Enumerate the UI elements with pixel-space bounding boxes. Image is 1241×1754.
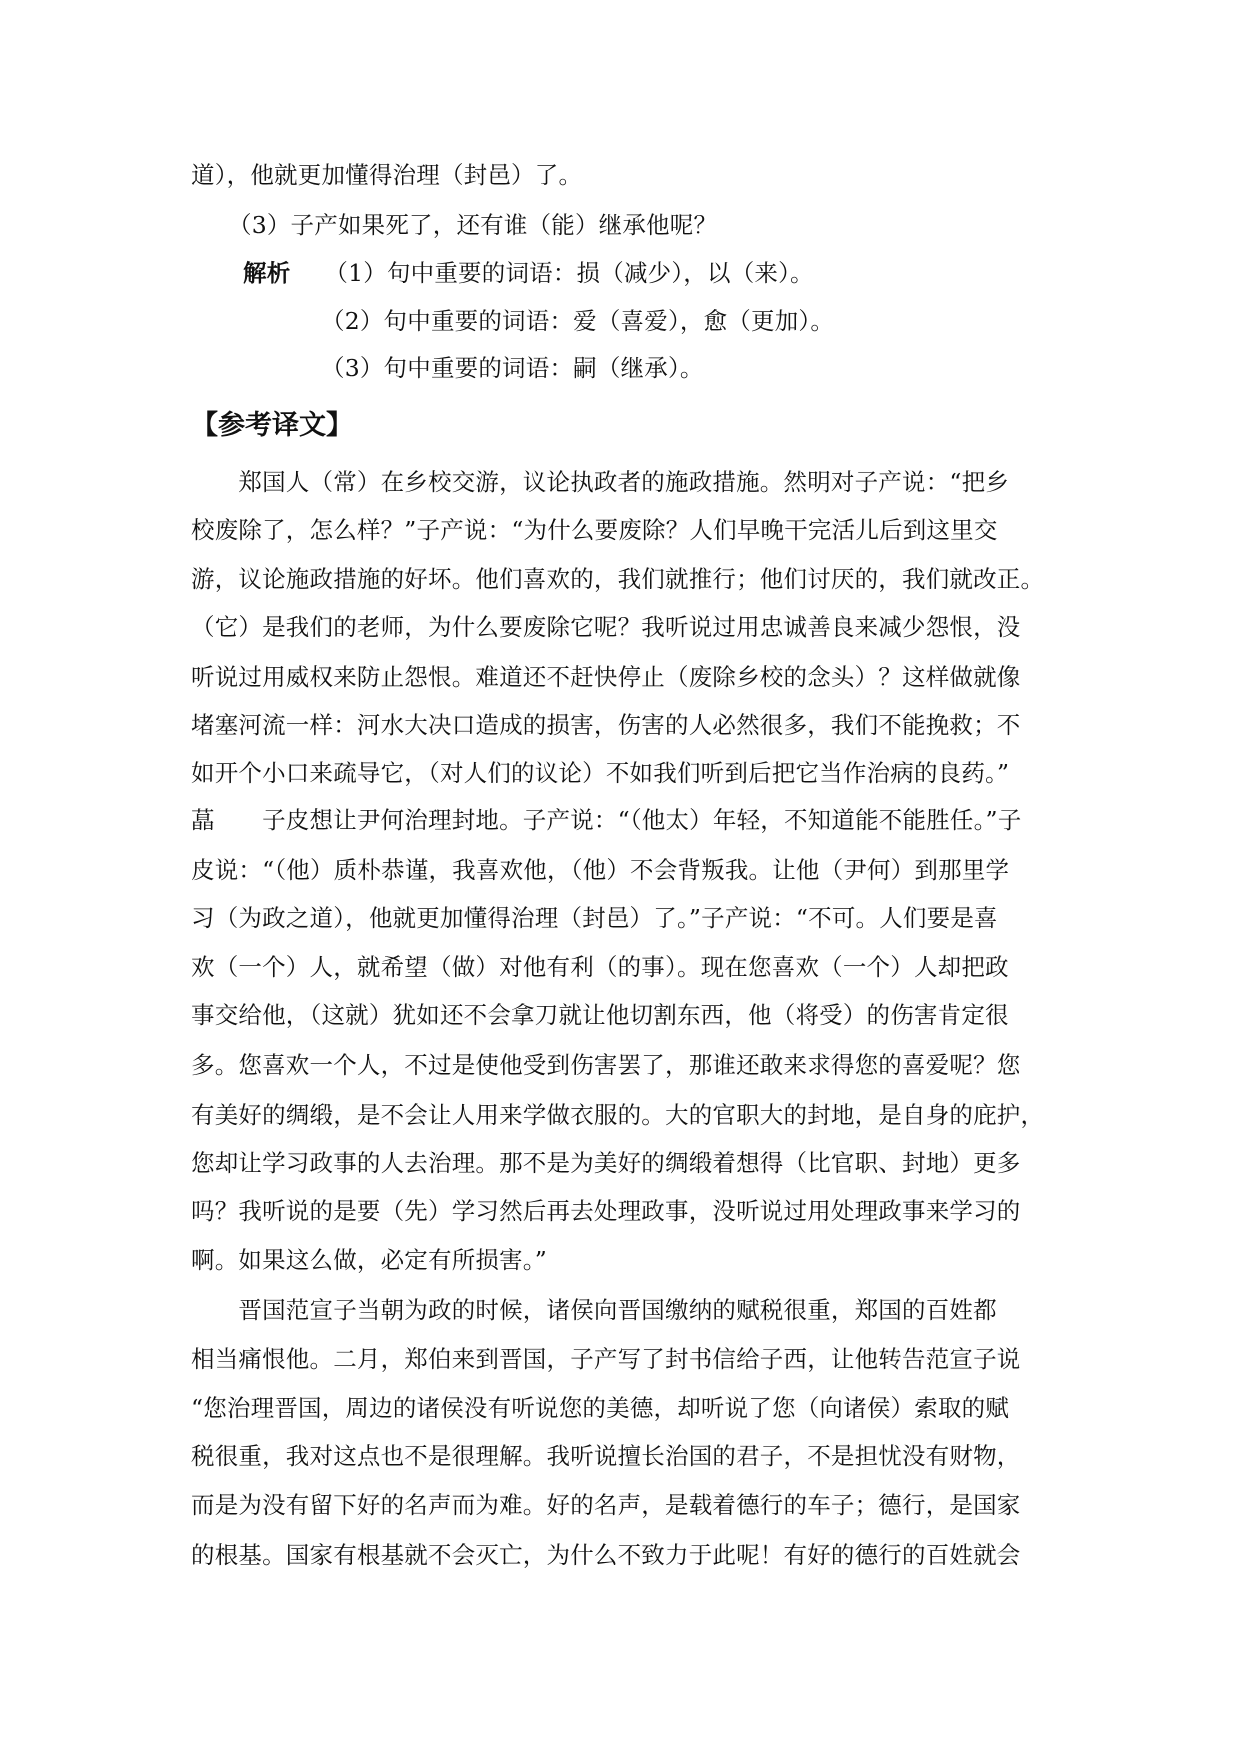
section-heading: 【参考译文】 — [191, 410, 353, 441]
translation-line: 晋国范宣子当朝为政的时候，诸侯向晋国缴纳的赋税很重，郑国的百姓都 — [191, 1296, 997, 1324]
translation-line: 欢（一个）人，就希望（做）对他有利（的事）。现在您喜欢（一个）人却把政 — [191, 953, 1009, 981]
translation-line: 皮说：“（他）质朴恭谨，我喜欢他，（他）不会背叛我。让他（尹何）到那里学 — [191, 856, 1010, 884]
translation-line: （它）是我们的老师，为什么要废除它呢？我听说过用忠诚善良来减少怨恨，没 — [191, 613, 1021, 641]
translation-line: 游，议论施政措施的好坏。他们喜欢的，我们就推行；他们讨厌的，我们就改正。 — [191, 565, 1045, 593]
translation-line: 堵塞河流一样：河水大决口造成的损害，伤害的人必然很多，我们不能挽救；不 — [191, 711, 1021, 739]
translation-line: 蕌 子皮想让尹何治理封地。子产说：“（他太）年轻，不知道能不能胜任。”子 — [191, 806, 1022, 834]
analysis-item-3: （3）句中重要的词语：嗣（继承）。 — [321, 354, 704, 382]
translation-line: 您却让学习政事的人去治理。那不是为美好的绸缎着想得（比官职、封地）更多 — [191, 1149, 1021, 1177]
translation-line: 啊。如果这么做，必定有所损害。” — [191, 1246, 547, 1274]
translation-line: 吗？我听说的是要（先）学习然后再去处理政事，没听说过用处理政事来学习的 — [191, 1197, 1021, 1225]
translation-line: “您治理晋国，周边的诸侯没有听说您的美德，却听说了您（向诸侯）索取的赋 — [191, 1394, 1010, 1422]
translation-line: 听说过用威权来防止怨恨。难道还不赶快停止（废除乡校的念头）？这样做就像 — [191, 663, 1021, 691]
translation-line: 税很重，我对这点也不是很理解。我听说擅长治国的君子，不是担忧没有财物， — [191, 1442, 1021, 1470]
translation-line: 有美好的绸缎，是不会让人用来学做衣服的。大的官职大的封地，是自身的庇护， — [191, 1101, 1045, 1129]
translation-line: 而是为没有留下好的名声而为难。好的名声，是载着德行的车子；德行，是国家 — [191, 1491, 1021, 1519]
analysis-item-2: （2）句中重要的词语：爱（喜爱），愈（更加）。 — [321, 307, 835, 335]
analysis-item-1: （1）句中重要的词语：损（减少），以（来）。 — [324, 259, 814, 287]
analysis-row-1 — [243, 258, 1113, 288]
translation-line: 多。您喜欢一个人，不过是使他受到伤害罢了，那谁还敢来求得您的喜爱呢？您 — [191, 1051, 1021, 1079]
translation-line: 事交给他，（这就）犹如还不会拿刀就让他切割东西，他（将受）的伤害肯定很 — [191, 1001, 1009, 1029]
answer-line-1: 道），他就更加懂得治理（封邑）了。 — [191, 161, 583, 189]
translation-line: 的根基。国家有根基就不会灭亡，为什么不致力于此呢！有好的德行的百姓就会 — [191, 1541, 1021, 1569]
answer-line-2: （3）子产如果死了，还有谁（能）继承他呢？ — [228, 211, 718, 239]
analysis-label: 解析 — [243, 259, 291, 287]
translation-line: 如开个小口来疏导它，（对人们的议论）不如我们听到后把它当作治病的良药。” — [191, 759, 1010, 787]
translation-line: 习（为政之道），他就更加懂得治理（封邑）了。”子产说：“不可。人们要是喜 — [191, 904, 998, 932]
translation-line: 郑国人（常）在乡校交游，议论执政者的施政措施。然明对子产说：“把乡 — [191, 468, 1010, 496]
translation-line: 相当痛恨他。二月，郑伯来到晋国，子产写了封书信给子西，让他转告范宣子说 — [191, 1345, 1021, 1373]
translation-line: 校废除了，怎么样？”子产说：“为什么要废除？人们早晚干完活儿后到这里交 — [191, 516, 998, 544]
